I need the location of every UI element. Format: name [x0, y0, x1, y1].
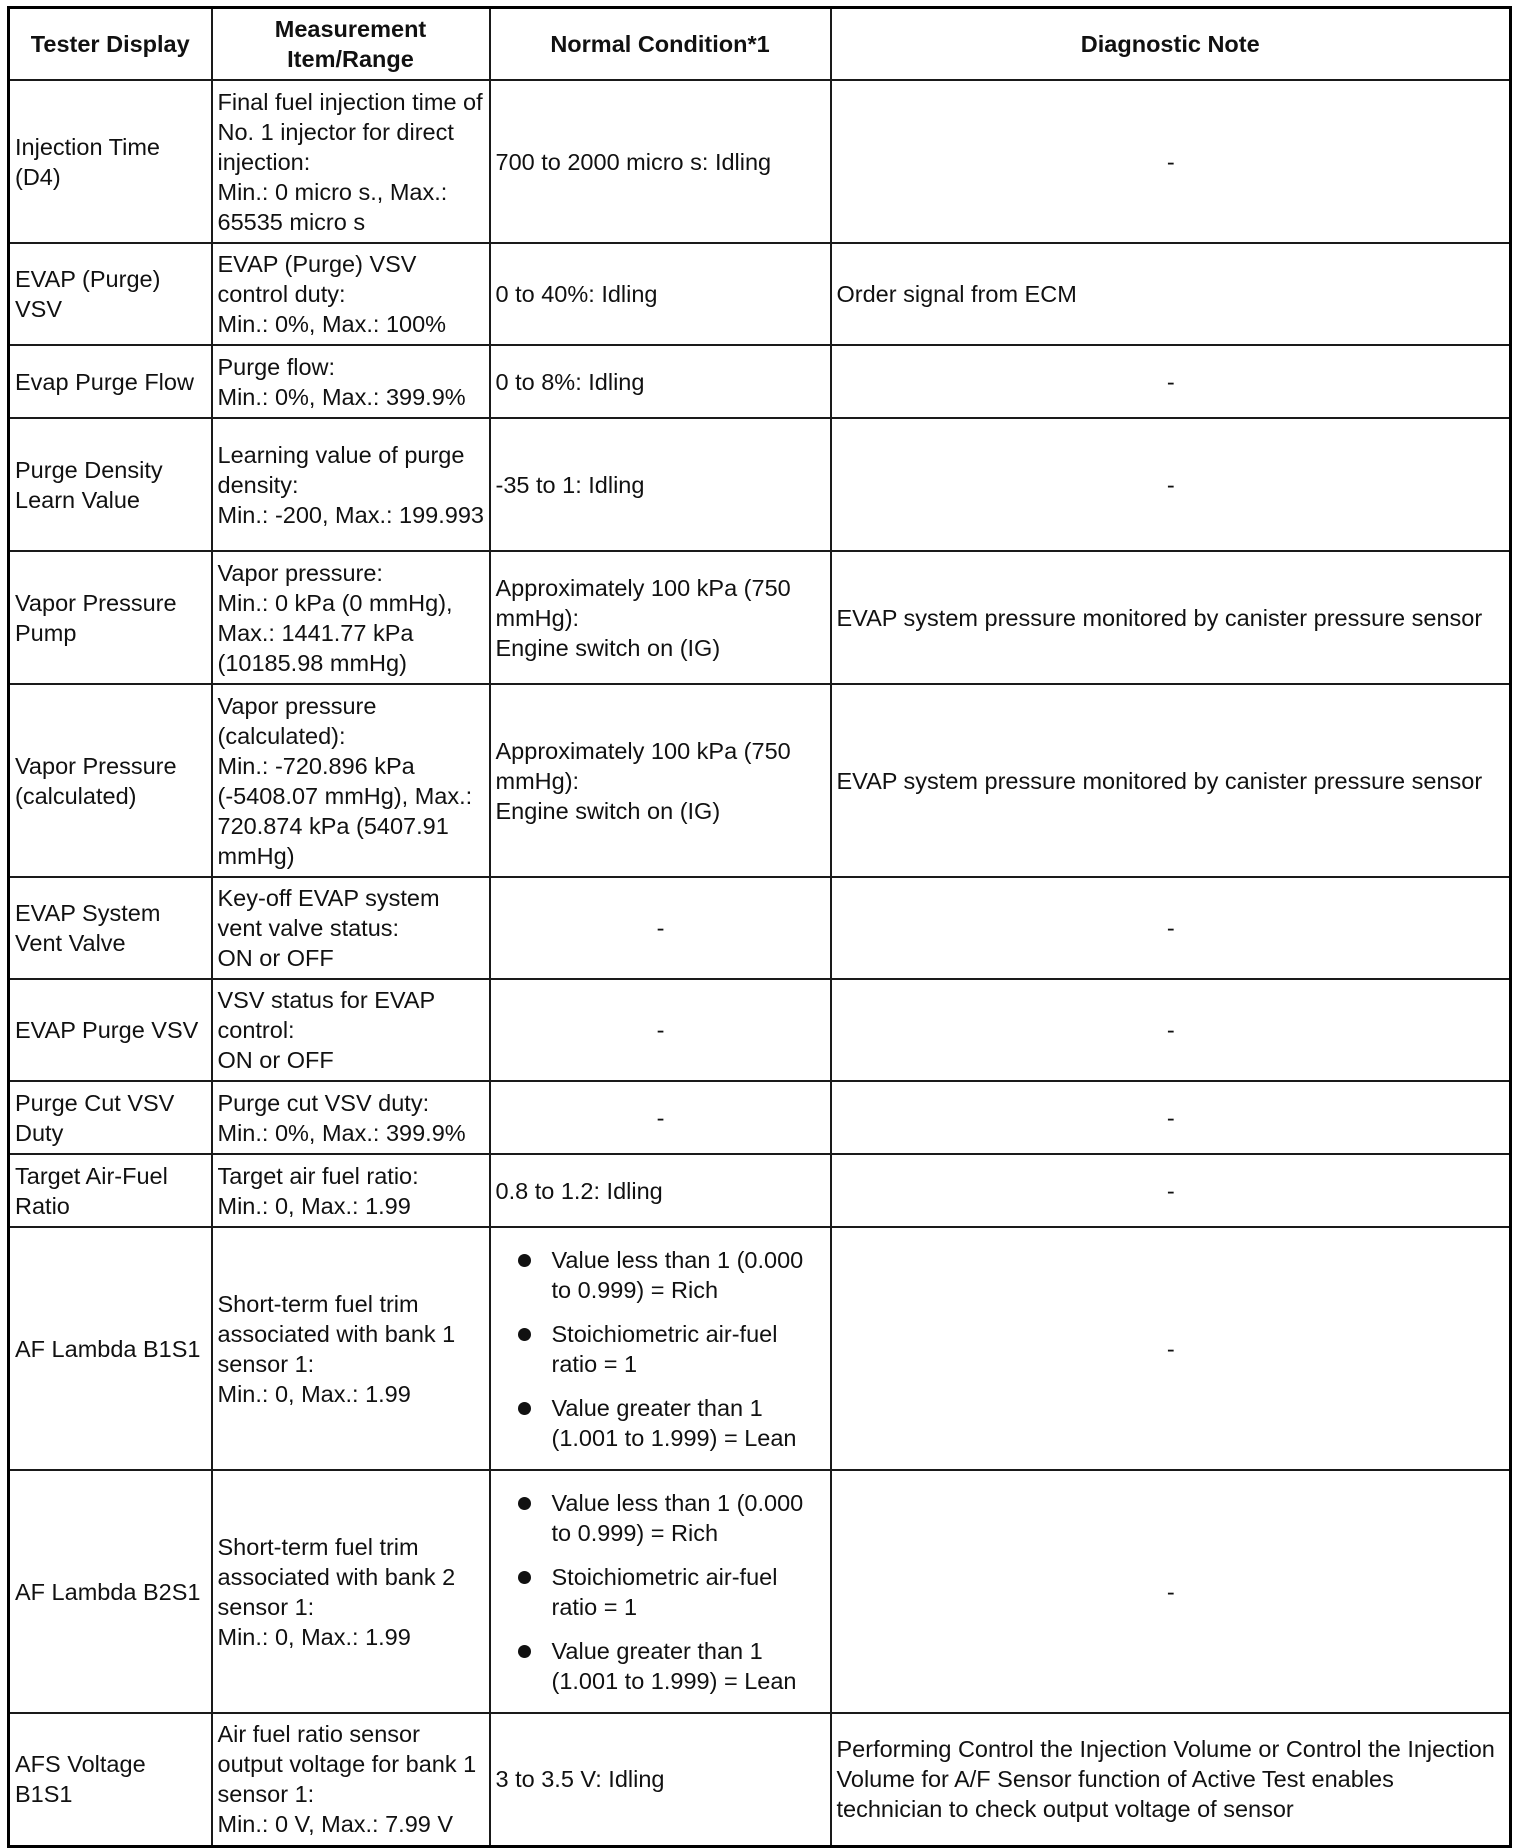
cell-normal-condition: -	[490, 1081, 831, 1154]
list-item	[516, 1245, 826, 1305]
table-row	[9, 243, 1511, 345]
cell-diagnostic-note: -	[831, 345, 1511, 418]
cell-tester-display: Vapor Pressure (calculated)	[9, 684, 212, 877]
cell-normal-condition: 700 to 2000 micro s: Idling	[490, 80, 831, 243]
cell-diagnostic-note: -	[831, 1470, 1511, 1713]
bullet-text: Stoichiometric air-fuel ratio = 1	[551, 1563, 778, 1620]
data-list-table-container	[7, 6, 1509, 1848]
table-row	[9, 345, 1511, 418]
cell-tester-display: AFS Voltage B1S1	[9, 1713, 212, 1846]
cell-tester-display: Injection Time (D4)	[9, 80, 212, 243]
table-row	[9, 684, 1511, 877]
cell-normal-condition: -	[490, 877, 831, 979]
list-item	[516, 1393, 826, 1453]
table-row	[9, 551, 1511, 684]
list-item	[516, 1562, 826, 1622]
bullet-icon	[518, 1328, 531, 1341]
cell-measurement: Vapor pressure: Min.: 0 kPa (0 mmHg), Max.: 1441.77 kPa (10185.98 mmHg)	[212, 551, 490, 684]
cell-normal-condition: 0 to 40%: Idling	[490, 243, 831, 345]
cell-tester-display: Evap Purge Flow	[9, 345, 212, 418]
header-tester-display: Tester Display	[9, 8, 212, 81]
cell-measurement: Purge cut VSV duty: Min.: 0%, Max.: 399.9%	[212, 1081, 490, 1154]
table-row	[9, 1713, 1511, 1846]
cell-normal-condition	[490, 1227, 831, 1470]
table-row	[9, 1081, 1511, 1154]
bullet-text: Value less than 1 (0.000 to 0.999) = Rich	[551, 1489, 804, 1546]
bullet-text: Value greater than 1 (1.001 to 1.999) = Lean	[551, 1637, 797, 1694]
list-item	[516, 1636, 826, 1696]
cell-diagnostic-note: Order signal from ECM	[831, 243, 1511, 345]
cell-tester-display: EVAP (Purge) VSV	[9, 243, 212, 345]
list-item	[516, 1488, 826, 1548]
normal-condition-bullet-list	[496, 1245, 826, 1453]
cell-diagnostic-note: -	[831, 877, 1511, 979]
header-diagnostic-note: Diagnostic Note	[831, 8, 1511, 81]
bullet-text: Value less than 1 (0.000 to 0.999) = Rich	[551, 1246, 804, 1303]
data-list-table	[7, 6, 1512, 1848]
table-header-row	[9, 8, 1511, 81]
cell-measurement: Final fuel injection time of No. 1 injector for direct injection: Min.: 0 micro s., Max.: 65535 micro s	[212, 80, 490, 243]
cell-measurement: Short-term fuel trim associated with bank 1 sensor 1: Min.: 0, Max.: 1.99	[212, 1227, 490, 1470]
cell-measurement: Learning value of purge density: Min.: -200, Max.: 199.993	[212, 418, 490, 551]
cell-measurement: Target air fuel ratio: Min.: 0, Max.: 1.99	[212, 1154, 490, 1227]
cell-normal-condition: 0.8 to 1.2: Idling	[490, 1154, 831, 1227]
list-item	[516, 1319, 826, 1379]
cell-normal-condition: Approximately 100 kPa (750 mmHg): Engine switch on (IG)	[490, 684, 831, 877]
header-measurement-item-range: Measurement Item/Range	[212, 8, 490, 81]
cell-diagnostic-note: EVAP system pressure monitored by canister pressure sensor	[831, 684, 1511, 877]
table-row	[9, 1470, 1511, 1713]
normal-condition-bullet-list	[496, 1488, 826, 1696]
table-row	[9, 1154, 1511, 1227]
cell-normal-condition: -	[490, 979, 831, 1081]
cell-normal-condition: -35 to 1: Idling	[490, 418, 831, 551]
cell-tester-display: Vapor Pressure Pump	[9, 551, 212, 684]
bullet-icon	[518, 1571, 531, 1584]
cell-diagnostic-note: -	[831, 1154, 1511, 1227]
table-row	[9, 80, 1511, 243]
cell-measurement: Vapor pressure (calculated): Min.: -720.896 kPa (-5408.07 mmHg), Max.: 720.874 kPa (5407.91 mmHg)	[212, 684, 490, 877]
cell-diagnostic-note: EVAP system pressure monitored by canister pressure sensor	[831, 551, 1511, 684]
table-body	[9, 80, 1511, 1846]
cell-tester-display: Purge Cut VSV Duty	[9, 1081, 212, 1154]
table-row	[9, 418, 1511, 551]
cell-normal-condition: 0 to 8%: Idling	[490, 345, 831, 418]
cell-measurement: Short-term fuel trim associated with bank 2 sensor 1: Min.: 0, Max.: 1.99	[212, 1470, 490, 1713]
cell-tester-display: EVAP Purge VSV	[9, 979, 212, 1081]
cell-diagnostic-note: Performing Control the Injection Volume or Control the Injection Volume for A/F Sensor function of Active Test enables technician to check output voltage of sensor	[831, 1713, 1511, 1846]
header-normal-condition: Normal Condition*1	[490, 8, 831, 81]
cell-tester-display: Target Air-Fuel Ratio	[9, 1154, 212, 1227]
cell-tester-display: AF Lambda B2S1	[9, 1470, 212, 1713]
bullet-icon	[518, 1645, 531, 1658]
cell-normal-condition: Approximately 100 kPa (750 mmHg): Engine switch on (IG)	[490, 551, 831, 684]
table-row	[9, 979, 1511, 1081]
cell-diagnostic-note: -	[831, 1227, 1511, 1470]
cell-measurement: Key-off EVAP system vent valve status: ON or OFF	[212, 877, 490, 979]
cell-measurement: Air fuel ratio sensor output voltage for bank 1 sensor 1: Min.: 0 V, Max.: 7.99 V	[212, 1713, 490, 1846]
bullet-icon	[518, 1497, 531, 1510]
cell-diagnostic-note: -	[831, 418, 1511, 551]
cell-tester-display: EVAP System Vent Valve	[9, 877, 212, 979]
cell-normal-condition: 3 to 3.5 V: Idling	[490, 1713, 831, 1846]
bullet-icon	[518, 1254, 531, 1267]
bullet-text: Stoichiometric air-fuel ratio = 1	[551, 1320, 778, 1377]
cell-measurement: VSV status for EVAP control: ON or OFF	[212, 979, 490, 1081]
bullet-icon	[518, 1402, 531, 1415]
table-row	[9, 1227, 1511, 1470]
cell-tester-display: AF Lambda B1S1	[9, 1227, 212, 1470]
cell-measurement: EVAP (Purge) VSV control duty: Min.: 0%, Max.: 100%	[212, 243, 490, 345]
cell-diagnostic-note: -	[831, 1081, 1511, 1154]
cell-tester-display: Purge Density Learn Value	[9, 418, 212, 551]
table-row	[9, 877, 1511, 979]
cell-measurement: Purge flow: Min.: 0%, Max.: 399.9%	[212, 345, 490, 418]
bullet-text: Value greater than 1 (1.001 to 1.999) = Lean	[551, 1394, 797, 1451]
cell-normal-condition	[490, 1470, 831, 1713]
cell-diagnostic-note: -	[831, 979, 1511, 1081]
cell-diagnostic-note: -	[831, 80, 1511, 243]
